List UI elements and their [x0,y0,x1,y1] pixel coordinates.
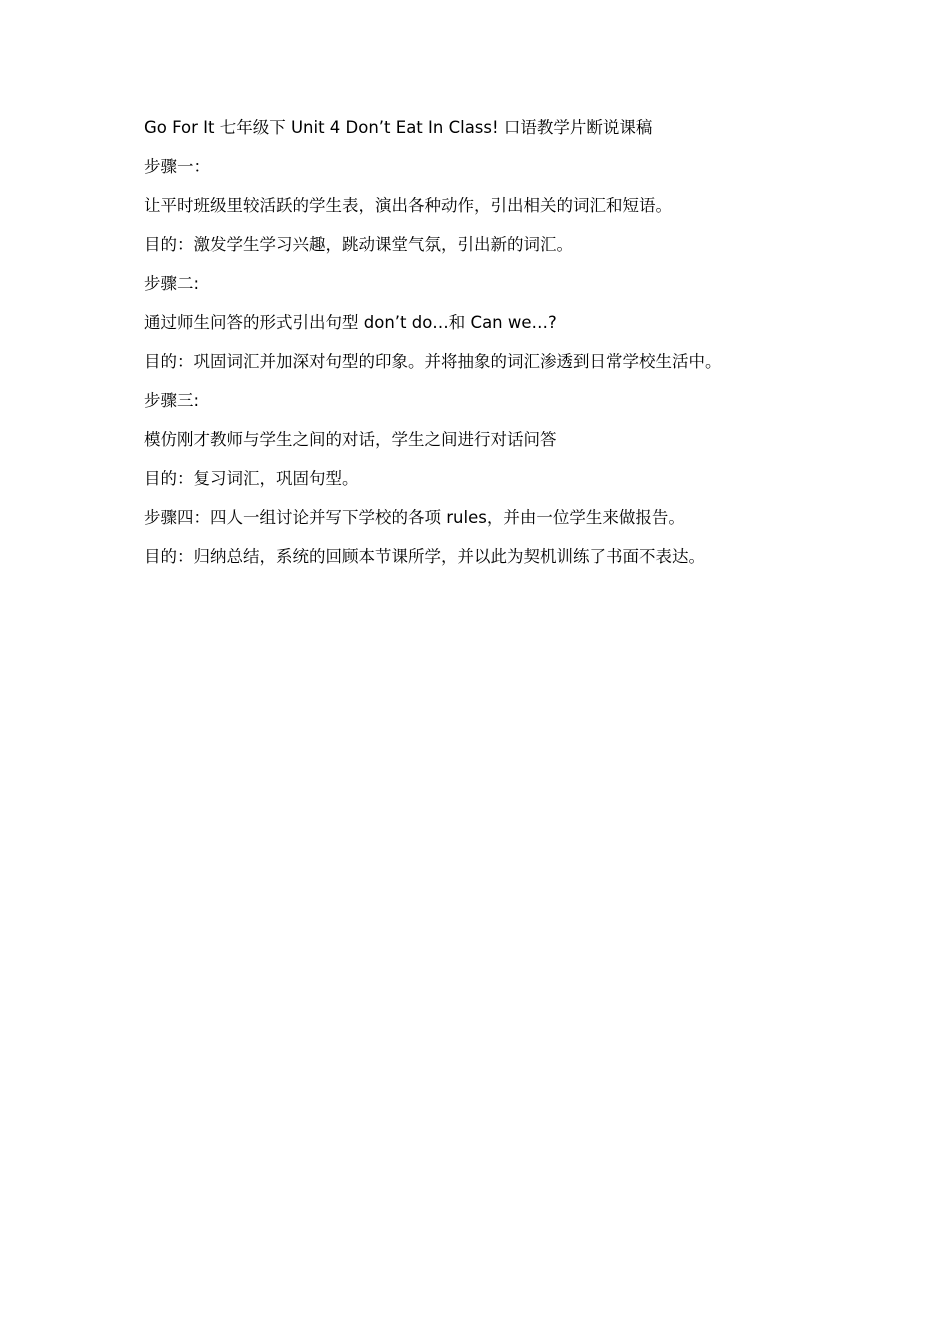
step-4-description: 步骤四：四人一组讨论并写下学校的各项 rules，并由一位学生来做报告。 [144,508,685,527]
document-title: Go For It 七年级下 Unit 4 Don’t Eat In Class! 口语教学片断说课稿 [144,118,653,137]
step-2-description: 通过师生问答的形式引出句型 don’t do…和 Can we…? [144,313,557,332]
step-4-purpose: 目的：归纳总结，系统的回顾本节课所学，并以此为契机训练了书面不表达。 [144,547,705,566]
step-1-description: 让平时班级里较活跃的学生表，演出各种动作，引出相关的词汇和短语。 [144,196,672,215]
step-1-purpose: 目的：激发学生学习兴趣，跳动课堂气氛，引出新的词汇。 [144,235,573,254]
step-3-description: 模仿刚才教师与学生之间的对话，学生之间进行对话问答 [144,430,557,449]
document-body [144,117,844,585]
step-3-purpose: 目的：复习词汇，巩固句型。 [144,469,359,488]
step-2-purpose: 目的：巩固词汇并加深对句型的印象。并将抽象的词汇渗透到日常学校生活中。 [144,352,722,371]
step-1-heading: 步骤一： [144,157,210,176]
step-3-heading: 步骤三: [144,391,200,410]
step-2-heading: 步骤二: [144,274,200,293]
